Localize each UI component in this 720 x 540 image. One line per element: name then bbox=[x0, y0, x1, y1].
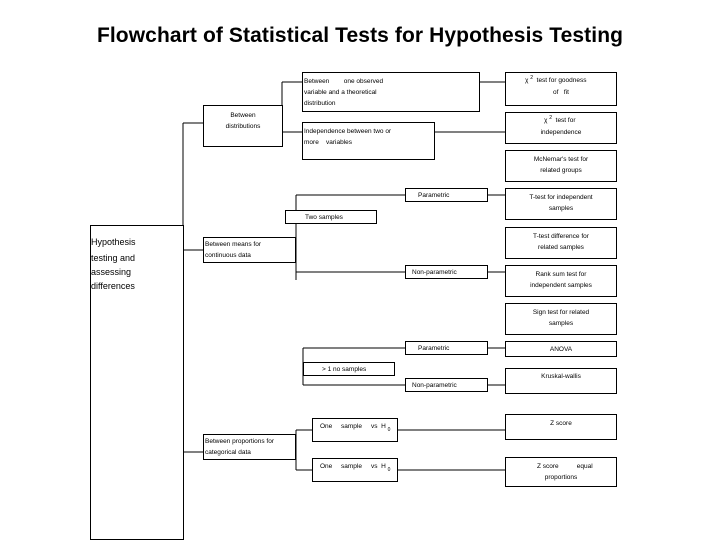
nonparametric-label-1: Non-parametric bbox=[412, 269, 457, 276]
proportions-label-1: Between proportions for bbox=[205, 438, 275, 445]
rank-sum-box bbox=[505, 265, 617, 297]
rank-sum-label-2: independent samples bbox=[530, 282, 592, 289]
nonparametric-box-2 bbox=[405, 378, 488, 392]
two-sample-c bbox=[371, 461, 390, 473]
z-score-label: Z score bbox=[550, 420, 572, 427]
sign-test-label-1: Sign test for related bbox=[532, 309, 590, 316]
chi-independence-box bbox=[505, 112, 617, 144]
z-score-box bbox=[505, 414, 617, 440]
mcnemar-label-1: McNemar's test for bbox=[533, 156, 589, 163]
t-test-independent-label-2: samples bbox=[548, 205, 574, 212]
root-box bbox=[90, 225, 184, 540]
parametric-box-1 bbox=[405, 188, 488, 202]
two-sample-a: One bbox=[320, 463, 333, 470]
means-label-2: continuous data bbox=[205, 252, 251, 259]
root-label-2: testing and bbox=[91, 253, 136, 263]
chi-goodness-text: test for goodness bbox=[536, 77, 587, 84]
t-test-difference-label-2: related samples bbox=[538, 244, 584, 251]
sign-test-box bbox=[505, 303, 617, 335]
nonparametric-label-2: Non-parametric bbox=[412, 382, 457, 389]
root-label-3: assessing bbox=[91, 267, 132, 277]
means-box bbox=[203, 237, 296, 263]
two-sample-b: sample bbox=[341, 463, 362, 470]
t-test-independent-label-1: T-test for independent bbox=[529, 194, 593, 201]
observed-vs-theoretical-box bbox=[302, 72, 480, 112]
parametric-label-1: Parametric bbox=[418, 192, 450, 199]
more-samples-label: > 1 no samples bbox=[322, 366, 367, 373]
one-sample-box bbox=[312, 418, 398, 442]
two-samples-label: Two samples bbox=[305, 214, 343, 221]
observed-label-2: variable and a theoretical bbox=[304, 89, 377, 96]
parametric-box-2 bbox=[405, 341, 488, 355]
one-sample-c bbox=[371, 421, 390, 433]
chi-exponent: 2 bbox=[549, 115, 553, 121]
anova-box bbox=[505, 341, 617, 357]
observed-label-3: distribution bbox=[304, 100, 336, 107]
more-samples-box bbox=[303, 362, 395, 376]
two-sample-box bbox=[312, 458, 398, 482]
one-sample-c-text: vs H bbox=[371, 423, 386, 430]
observed-label-1: Between one observed bbox=[304, 78, 384, 85]
rank-sum-label-1: Rank sum test for bbox=[535, 271, 587, 278]
sign-test-label-2: samples bbox=[548, 320, 574, 327]
root-label-1: Hypothesis bbox=[91, 237, 136, 247]
independence-label-1: Independence between two or bbox=[304, 128, 392, 135]
proportions-label-2: categorical data bbox=[205, 449, 251, 456]
distributions-label-2: distributions bbox=[225, 123, 261, 130]
kruskal-wallis-label: Kruskal-wallis bbox=[541, 373, 581, 380]
root-label-4: differences bbox=[91, 281, 135, 291]
parametric-label-2: Parametric bbox=[418, 345, 450, 352]
chi-independence-label-1 bbox=[544, 115, 576, 127]
anova-label: ANOVA bbox=[549, 346, 573, 353]
independence-label-2: more variables bbox=[304, 139, 353, 146]
distributions-box bbox=[203, 105, 283, 147]
chi-symbol: χ bbox=[525, 77, 529, 84]
two-sample-c-text: vs H bbox=[371, 463, 386, 470]
page-title: Flowchart of Statistical Tests for Hypothesis Testing bbox=[96, 24, 624, 47]
mcnemar-label-2: related groups bbox=[540, 167, 582, 174]
chi-independence-label-2: independence bbox=[540, 129, 582, 136]
chi-goodness-label-1 bbox=[525, 75, 587, 87]
mcnemar-box bbox=[505, 150, 617, 182]
z-score-equal-box bbox=[505, 457, 617, 487]
one-sample-b: sample bbox=[341, 423, 362, 430]
z-score-equal-label-2: proportions bbox=[544, 474, 578, 481]
independence-box bbox=[302, 122, 435, 160]
proportions-box bbox=[203, 434, 296, 460]
means-label-1: Between means for bbox=[205, 241, 262, 248]
t-test-difference-box bbox=[505, 227, 617, 259]
one-sample-a: One bbox=[320, 423, 333, 430]
two-samples-box bbox=[285, 210, 377, 224]
chi-exponent: 2 bbox=[530, 75, 534, 81]
distributions-label-1: Between bbox=[230, 112, 256, 119]
chi-goodness-label-2: of fit bbox=[553, 89, 569, 96]
kruskal-wallis-box bbox=[505, 368, 617, 394]
chi-goodness-box bbox=[505, 72, 617, 106]
t-test-difference-label-1: T-test difference for bbox=[533, 233, 589, 240]
h-null-subscript: 0 bbox=[387, 427, 391, 433]
chi-independence-text: test for bbox=[555, 117, 576, 124]
chi-symbol: χ bbox=[544, 117, 548, 124]
nonparametric-box-1 bbox=[405, 265, 488, 279]
h-null-subscript: 0 bbox=[387, 467, 391, 473]
z-score-equal-label-1: Z score equal bbox=[537, 463, 593, 470]
t-test-independent-box bbox=[505, 188, 617, 220]
